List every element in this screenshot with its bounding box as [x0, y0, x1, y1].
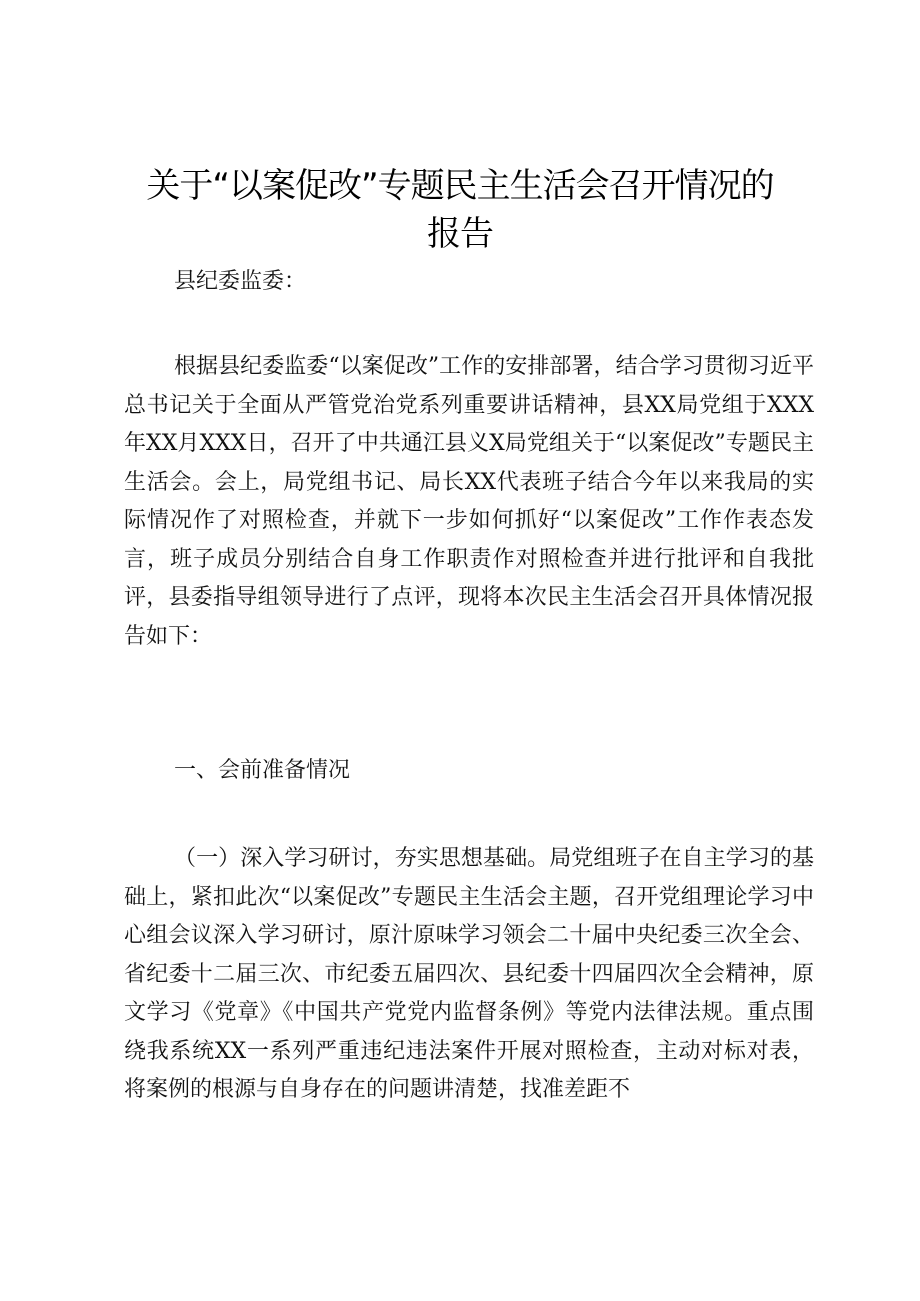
document-title-line-1: 关于“以案促改”专题民主生活会召开情况的	[146, 166, 774, 206]
section-heading-1: 一、会前准备情况	[174, 758, 351, 783]
salutation: 县纪委监委：	[174, 269, 307, 294]
body-paragraph-1: 根据县纪委监委“以案促改”工作的安排部署，结合学习贯彻习近平总书记关于全面从严管党治党系列重要讲话精神，县XX局党组于XXX年XX月XXX日，召开了中共通江县义X局党组关于“以案促改”专题民主生活会。会上，局党组书记、局长XX代表班子结合今年以来我局的实际情况作了对照检查，并就下一步如何抓好“以案促改”工作作表态发言，班子成员分别结合自身工作职责作对照检查并进行批评和自我批评，县委指导组领导进行了点评，现将本次民主生活会召开具体情况报告如下：	[124, 354, 814, 649]
body-paragraph-2: （一）深入学习研讨，夯实思想基础。局党组班子在自主学习的基础上，紧扣此次“以案促改”专题民主生活会主题，召开党组理论学习中心组会议深入学习研讨，原汁原味学习领会二十届中央纪委三次全会、省纪委十二届三次、市纪委五届四次、县纪委十四届四次全会精神，原文学习《党章》《中国共产党党内监督条例》等党内法律法规。重点围绕我系统XX一系列严重违纪违法案件开展对照检查，主动对标对表，将案例的根源与自身存在的问题讲清楚，找准差距不	[124, 846, 814, 1102]
document-title-line-2: 报告	[427, 214, 493, 254]
